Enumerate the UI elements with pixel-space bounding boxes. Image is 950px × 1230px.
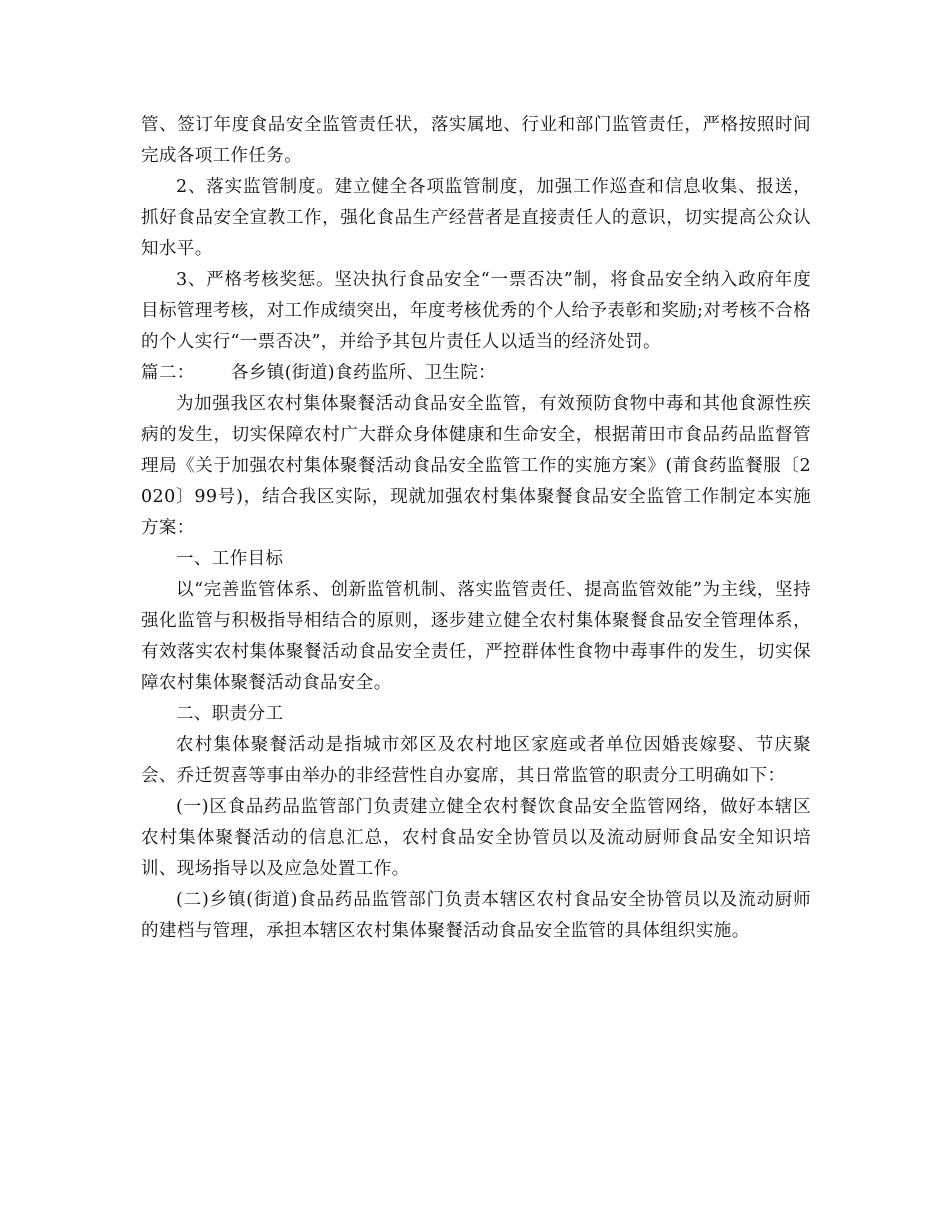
paragraph-intro: 为加强我区农村集体聚餐活动食品安全监管，有效预防食物中毒和其他食源性疾病的发生，切实保障农村广大群众身体健康和生命安全，根据莆田市食品药品监督管理局《关于加强农村集体聚餐活动食品安全监管工作的实施方案》(莆食药监餐服〔2020〕99号)，结合我区实际，现就加强农村集体聚餐食品安全监管工作制定本实施方案： (141, 394, 811, 538)
paragraph-duty-1: (一)区食品药品监管部门负责建立健全农村餐饮食品安全监管网络，做好本辖区农村集体聚餐活动的信息汇总，农村食品安全协管员以及流动厨师食品安全知识培训、现场指导以及应急处置工作。 (141, 797, 811, 879)
document-body (141, 110, 811, 947)
section-heading-label: 篇二： (141, 363, 195, 383)
section-heading (141, 358, 811, 389)
paragraph-definition: 农村集体聚餐活动是指城市郊区及农村地区家庭或者单位因婚丧嫁娶、节庆聚会、乔迁贺喜等事由举办的非经营性自办宴席，其日常监管的职责分工明确如下： (141, 735, 811, 786)
heading-responsibilities: 二、职责分工 (176, 704, 284, 724)
paragraph-item-2: 2、落实监管制度。建立健全各项监管制度，加强工作巡查和信息收集、报送，抓好食品安全宣教工作，强化食品生产经营者是直接责任人的意识，切实提高公众认知水平。 (141, 177, 811, 259)
section-heading-text: 各乡镇(街道)食药监所、卫生院： (231, 363, 497, 383)
heading-work-goals: 一、工作目标 (176, 549, 284, 569)
paragraph-item-3: 3、严格考核奖惩。坚决执行食品安全“一票否决”制，将食品安全纳入政府年度目标管理考核，对工作成绩突出，年度考核优秀的个人给予表彰和奖励;对考核不合格的个人实行“一票否决”，并给予其包片责任人以适当的经济处罚。 (141, 270, 811, 352)
paragraph-duty-2: (二)乡镇(街道)食品药品监管部门负责本辖区农村食品安全协管员以及流动厨师的建档与管理，承担本辖区农村集体聚餐活动食品安全监管的具体组织实施。 (141, 890, 811, 941)
paragraph-continuation: 管、签订年度食品安全监管责任状，落实属地、行业和部门监管责任，严格按照时间完成各项工作任务。 (141, 115, 811, 166)
paragraph-work-goals: 以“完善监管体系、创新监管机制、落实监管责任、提高监管效能”为主线，坚持强化监管与积极指导相结合的原则，逐步建立健全农村集体聚餐食品安全管理体系，有效落实农村集体聚餐活动食品安全责任，严控群体性食物中毒事件的发生，切实保障农村集体聚餐活动食品安全。 (141, 580, 811, 693)
